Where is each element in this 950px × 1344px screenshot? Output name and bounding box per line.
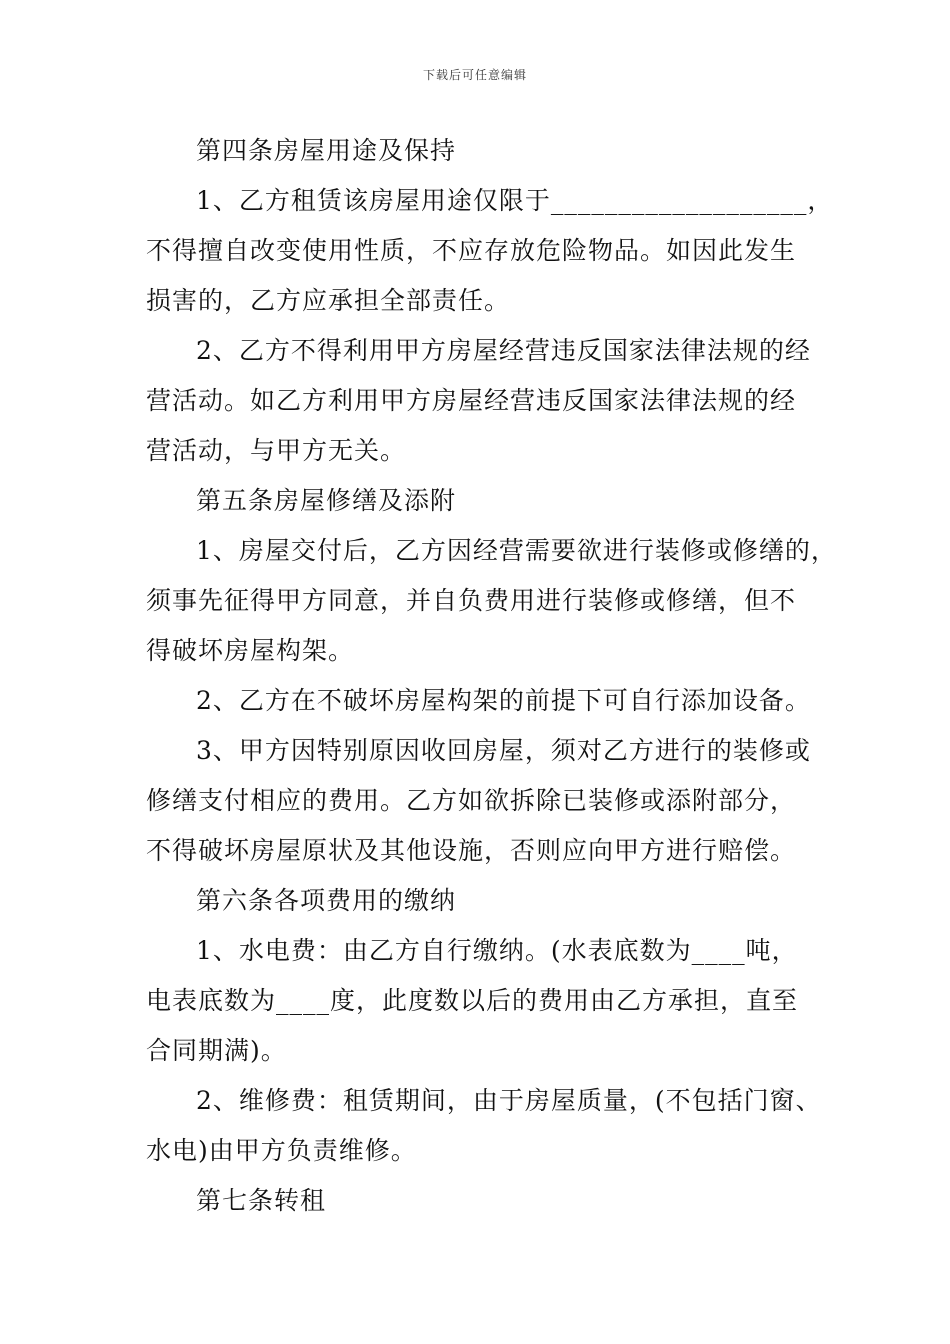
text-line: 得破坏房屋构架。: [146, 636, 355, 665]
text-line: 1、乙方租赁该房屋用途仅限于___________________，: [196, 186, 834, 215]
text-line: 营活动，与甲方无关。: [146, 436, 407, 465]
text-line: 营活动。如乙方利用甲方房屋经营违反国家法律法规的经: [146, 386, 797, 415]
text-line: 水电)由甲方负责维修。: [146, 1136, 417, 1165]
text-line: 2、乙方在不破坏房屋构架的前提下可自行添加设备。: [196, 686, 811, 715]
text-line: 须事先征得甲方同意，并自负费用进行装修或修缮，但不: [146, 586, 797, 615]
text-line: 第五条房屋修缮及添附: [196, 486, 457, 515]
text-line: 修缮支付相应的费用。乙方如欲拆除已装修或添附部分，: [146, 786, 797, 815]
text-line: 1、水电费：由乙方自行缴纳。(水表底数为____吨，: [196, 936, 798, 965]
text-line: 第七条转租: [196, 1186, 327, 1215]
header-note: 下载后可任意编辑: [422, 68, 527, 82]
text-line: 2、乙方不得利用甲方房屋经营违反国家法律法规的经: [196, 336, 811, 365]
text-line: 2、维修费：租赁期间，由于房屋质量，(不包括门窗、: [196, 1086, 822, 1115]
document-body: [146, 126, 837, 1226]
text-line: 3、甲方因特别原因收回房屋，须对乙方进行的装修或: [196, 736, 811, 765]
text-line: 电表底数为____度，此度数以后的费用由乙方承担，直至: [146, 986, 799, 1015]
text-line: 不得破坏房屋原状及其他设施，否则应向甲方进行赔偿。: [146, 836, 797, 865]
text-line: 第四条房屋用途及保持: [196, 136, 457, 165]
text-line: 损害的，乙方应承担全部责任。: [146, 286, 511, 315]
text-line: 不得擅自改变使用性质，不应存放危险物品。如因此发生: [146, 236, 797, 265]
text-line: 第六条各项费用的缴纳: [196, 886, 457, 915]
text-line: 1、房屋交付后，乙方因经营需要欲进行装修或修缮的，: [196, 536, 837, 565]
text-line: 合同期满)。: [146, 1036, 287, 1065]
